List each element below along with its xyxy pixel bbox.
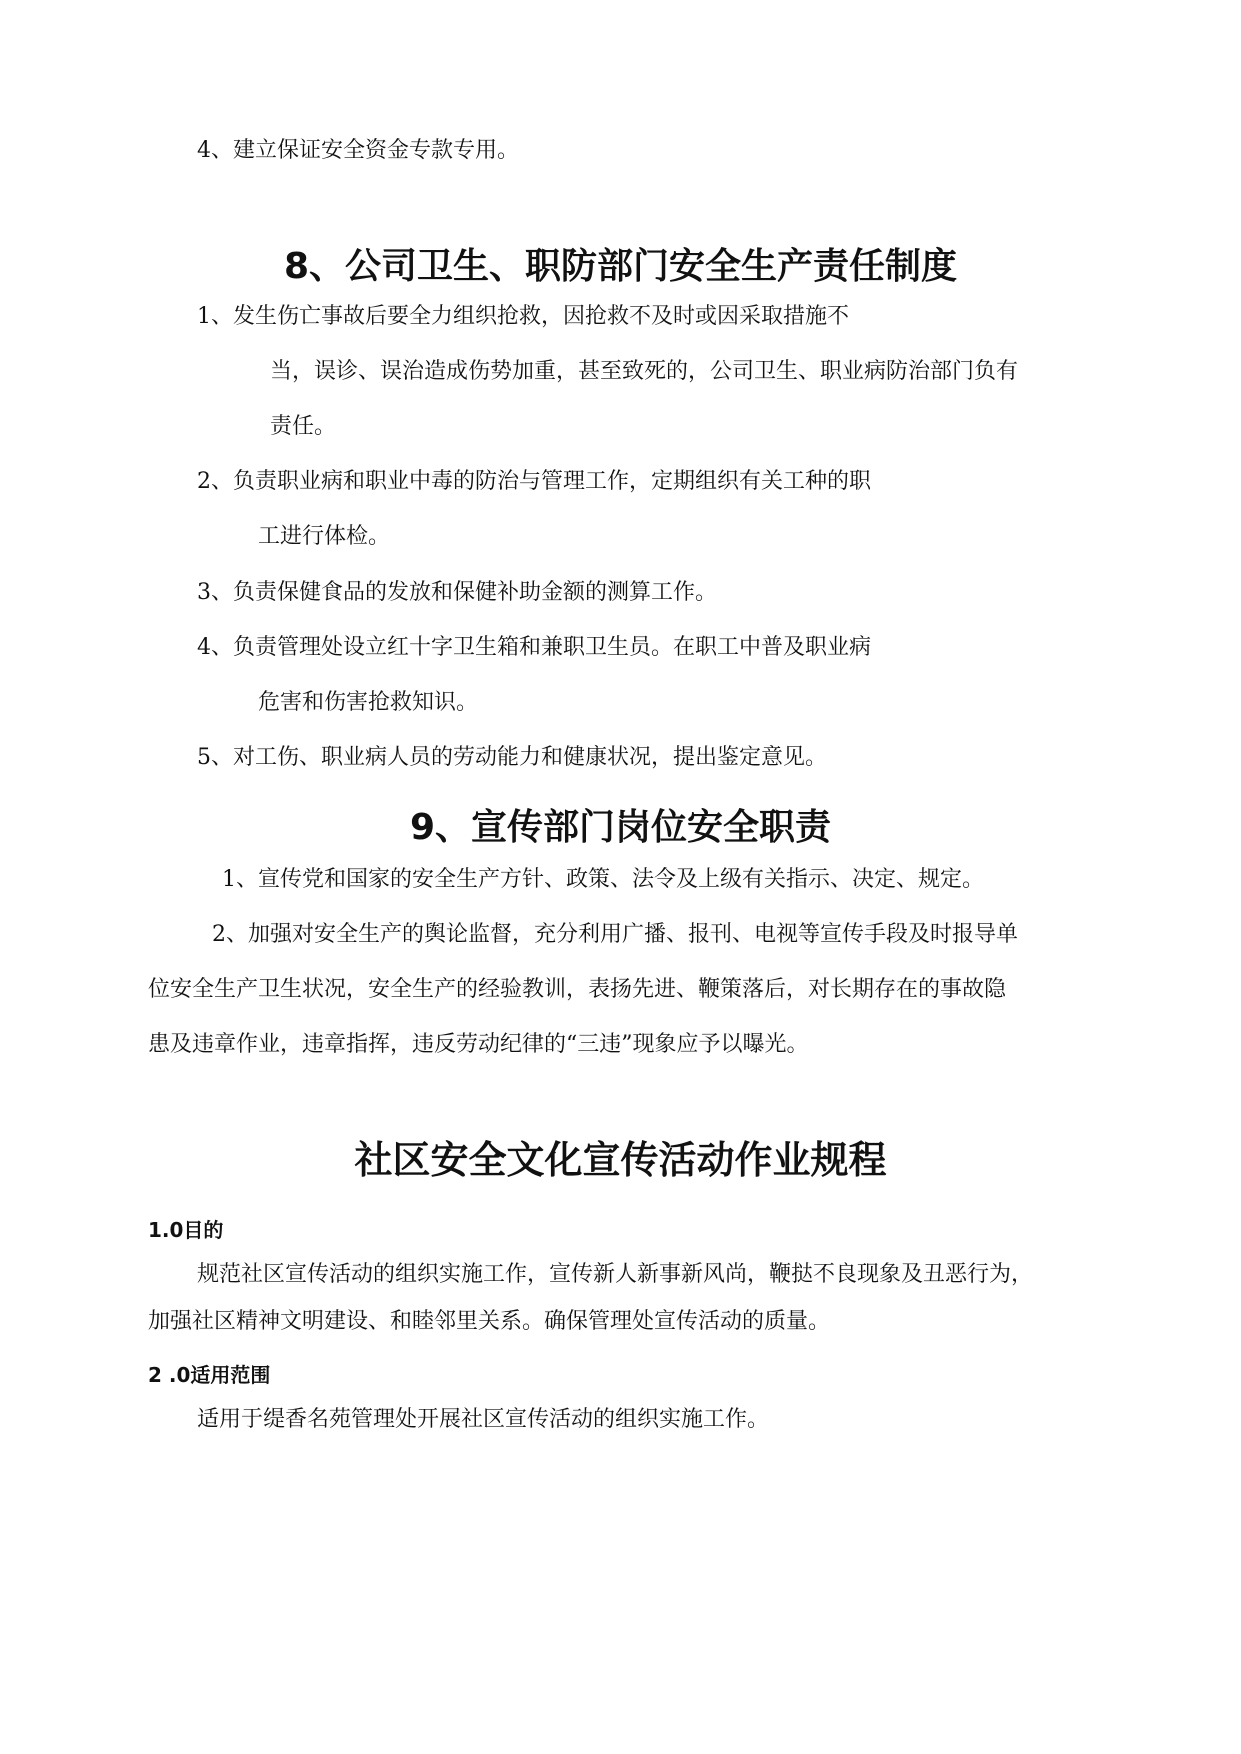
procedure-section-2-heading: 2 .0适用范围 <box>148 1363 271 1387</box>
section-8-item-1-line-3: 责任。 <box>270 414 337 439</box>
section-8-item-1-line-1: 1、发生伤亡事故后要全力组织抢救，因抢救不及时或因采取措施不 <box>197 304 849 329</box>
procedure-section-2-line-1: 适用于缇香名苑管理处开展社区宣传活动的组织实施工作。 <box>197 1407 770 1432</box>
section-9-item-2-line-1: 2、加强对安全生产的舆论监督，充分利用广播、报刊、电视等宣传手段及时报导单 <box>212 922 1018 947</box>
section-8-item-4-line-2: 危害和伤害抢救知识。 <box>258 690 479 715</box>
section-8-title: 8、公司卫生、职防部门安全生产责任制度 <box>283 246 958 287</box>
section-9-item-2-line-2: 位安全生产卫生状况，安全生产的经验教训，表扬先进、鞭策落后，对长期存在的事故隐 <box>148 977 1007 1002</box>
procedure-section-1-line-2: 加强社区精神文明建设、和睦邻里关系。确保管理处宣传活动的质量。 <box>148 1309 831 1334</box>
procedure-title: 社区安全文化宣传活动作业规程 <box>354 1138 887 1182</box>
top-item-4: 4、建立保证安全资金专款专用。 <box>197 138 519 163</box>
section-8-item-1-line-2: 当，误诊、误治造成伤势加重，甚至致死的，公司卫生、职业病防治部门负有 <box>270 359 1019 384</box>
section-8-item-2-line-1: 2、负责职业病和职业中毒的防治与管理工作，定期组织有关工种的职 <box>197 469 871 494</box>
section-9-item-1: 1、宣传党和国家的安全生产方针、政策、法令及上级有关指示、决定、规定。 <box>222 867 984 892</box>
section-8-item-5: 5、对工伤、职业病人员的劳动能力和健康状况，提出鉴定意见。 <box>197 745 827 770</box>
section-8-item-3: 3、负责保健食品的发放和保健补助金额的测算工作。 <box>197 580 717 605</box>
section-9-title: 9、宣传部门岗位安全职责 <box>409 807 832 848</box>
section-8-item-2-line-2: 工进行体检。 <box>258 524 391 549</box>
section-9-item-2-line-3: 患及违章作业，违章指挥，违反劳动纪律的“三违”现象应予以曝光。 <box>148 1032 809 1057</box>
section-8-item-4-line-1: 4、负责管理处设立红十字卫生箱和兼职卫生员。在职工中普及职业病 <box>197 635 871 660</box>
procedure-section-1-line-1: 规范社区宣传活动的组织实施工作，宣传新人新事新风尚，鞭挞不良现象及丑恶行为， <box>197 1262 1034 1287</box>
procedure-section-1-heading: 1.0目的 <box>148 1218 224 1242</box>
